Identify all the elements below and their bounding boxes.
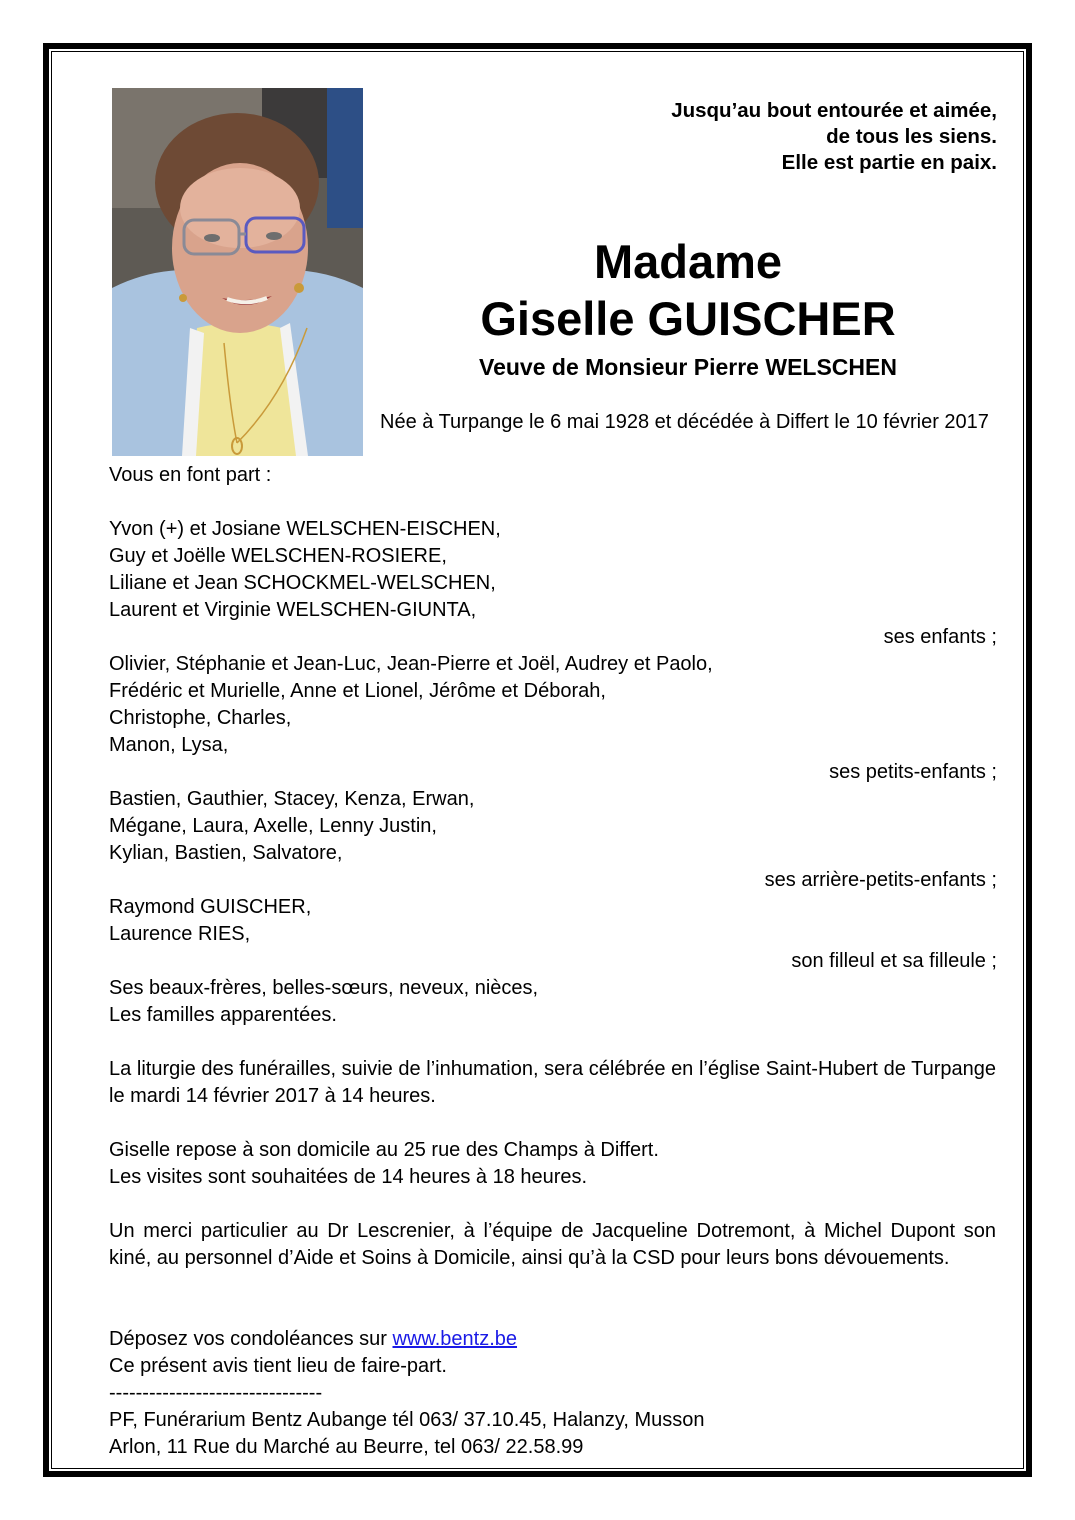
- relation-label: ses arrière-petits-enfants ;: [764, 869, 997, 891]
- family-line: Yvon (+) et Josiane WELSCHEN-EISCHEN,: [109, 518, 501, 540]
- condolences-line: [109, 1326, 517, 1353]
- notice-text: Ce présent avis tient lieu de faire-part.: [109, 1355, 447, 1377]
- condolences-link[interactable]: www.bentz.be: [392, 1328, 518, 1350]
- separator-dashes: --------------------------------: [109, 1382, 323, 1404]
- motto-line: de tous les siens.: [826, 125, 997, 148]
- relation-label: son filleul et sa filleule ;: [791, 950, 997, 972]
- widow-of: Veuve de Monsieur Pierre WELSCHEN: [479, 354, 897, 380]
- family-line: Frédéric et Murielle, Anne et Lionel, Jérôme et Déborah,: [109, 680, 606, 702]
- visiting-hours: Les visites sont souhaitées de 14 heures à 18 heures.: [109, 1166, 588, 1188]
- announcement-intro: Vous en font part :: [109, 464, 272, 486]
- family-line: Laurence RIES,: [109, 923, 251, 945]
- liturgy-info: La liturgie des funérailles, suivie de l’inhumation, sera célébrée en l’église Saint-Hubert de Turpange le mardi 14 février 2017 à 14 heures.: [109, 1058, 996, 1107]
- rest-location: Giselle repose à son domicile au 25 rue des Champs à Differt.: [109, 1139, 659, 1161]
- family-line: Christophe, Charles,: [109, 707, 292, 729]
- motto-quote: [671, 98, 997, 176]
- condolences-prefix: Déposez vos condoléances sur: [109, 1328, 393, 1350]
- family-line: Guy et Joëlle WELSCHEN-ROSIERE,: [109, 545, 447, 567]
- funeral-home-line: PF, Funérarium Bentz Aubange tél 063/ 37.10.45, Halanzy, Musson: [109, 1409, 705, 1431]
- motto-line: Elle est partie en paix.: [781, 151, 997, 174]
- portrait-photo: [112, 88, 363, 456]
- family-line: Bastien, Gauthier, Stacey, Kenza, Erwan,: [109, 788, 475, 810]
- family-line: Mégane, Laura, Axelle, Lenny Justin,: [109, 815, 437, 837]
- relation-label: ses petits-enfants ;: [829, 761, 997, 783]
- thanks-message: Un merci particulier au Dr Lescrenier, à l’équipe de Jacqueline Dotremont, à Michel Dupont son kiné, au personnel d’Aide et Soins à Domicile, ainsi qu’à la CSD pour leurs bons dévouements.: [109, 1220, 996, 1269]
- deceased-name: Giselle GUISCHER: [480, 292, 896, 345]
- funeral-home-line: Arlon, 11 Rue du Marché au Beurre, tel 063/ 22.58.99: [109, 1436, 584, 1458]
- family-line: Liliane et Jean SCHOCKMEL-WELSCHEN,: [109, 572, 496, 594]
- family-line: Kylian, Bastien, Salvatore,: [109, 842, 343, 864]
- motto-line: Jusqu’au bout entourée et aimée,: [671, 99, 997, 122]
- family-line: Laurent et Virginie WELSCHEN-GIUNTA,: [109, 599, 477, 621]
- family-line: Manon, Lysa,: [109, 734, 229, 756]
- family-line: Ses beaux-frères, belles-sœurs, neveux, nièces,: [109, 977, 539, 999]
- family-line: Les familles apparentées.: [109, 1004, 337, 1026]
- family-line: Olivier, Stéphanie et Jean-Luc, Jean-Pierre et Joël, Audrey et Paolo,: [109, 653, 713, 675]
- family-line: Raymond GUISCHER,: [109, 896, 312, 918]
- relation-label: ses enfants ;: [883, 626, 997, 648]
- birth-death-dates: Née à Turpange le 6 mai 1928 et décédée à Differt le 10 février 2017: [380, 411, 989, 433]
- portrait-image: [112, 88, 363, 456]
- deceased-title: Madame: [593, 235, 783, 288]
